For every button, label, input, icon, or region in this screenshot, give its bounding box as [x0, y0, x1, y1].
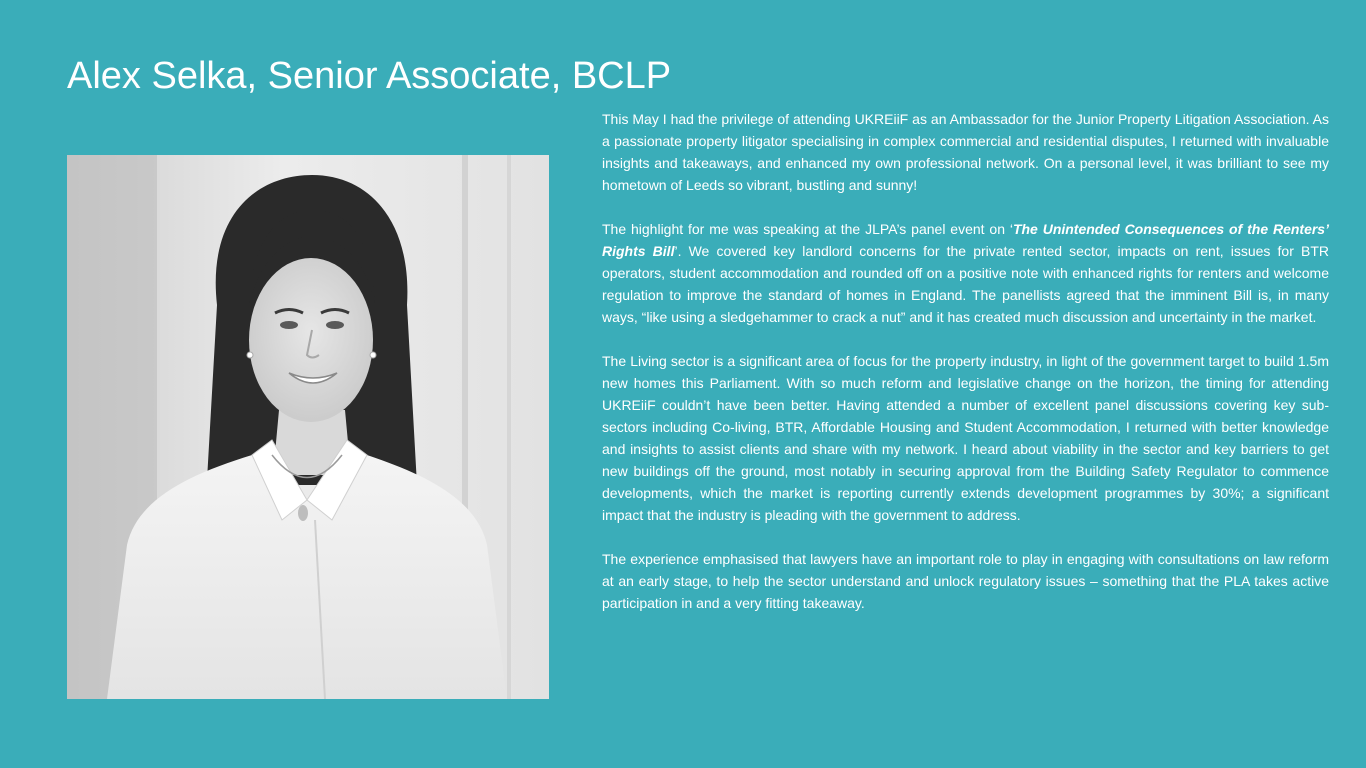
paragraph-2-lead: The highlight for me was speaking at the JLPA’s panel event on ‘ — [602, 221, 1013, 237]
page-title: Alex Selka, Senior Associate, BCLP — [67, 55, 672, 97]
article-body — [602, 108, 1329, 614]
panel-event-title: The Unintended Consequences of the Renters’ Rights Bill — [602, 221, 1329, 259]
paragraph-2 — [602, 218, 1329, 328]
paragraph-4: The experience emphasised that lawyers have an important role to play in engaging with consultations on law reform at an early stage, to help the sector understand and unlock regulatory issues – something that the PLA takes active participation in and a very fitting takeaway. — [602, 551, 1329, 611]
portrait-photo — [67, 155, 549, 699]
paragraph-1: This May I had the privilege of attending UKREiiF as an Ambassador for the Junior Property Litigation Association. As a passionate property litigator specialising in complex commercial and residential disputes, I returned with invaluable insights and takeaways, and enhanced my own professional network. On a personal level, it was brilliant to see my hometown of Leeds so vibrant, bustling and sunny! — [602, 111, 1329, 193]
paragraph-2-rest: ’. We covered key landlord concerns for the private rented sector, impacts on rent, issues for BTR operators, student accommodation and rounded off on a positive note with enhanced rights for renters and welcome regulation to improve the standard of homes in England. The panellists agreed that the imminent Bill is, in many ways, “like using a sledgehammer to crack a nut” and it has created much discussion and uncertainty in the market. — [602, 243, 1329, 325]
paragraph-3: The Living sector is a significant area of focus for the property industry, in light of the government target to build 1.5m new homes this Parliament. With so much reform and legislative change on the horizon, the timing for attending UKREiiF couldn’t have been better. Having attended a number of excellent panel discussions covering key sub-sectors including Co-living, BTR, Affordable Housing and Student Accommodation, I returned with better knowledge and insights to assist clients and share with my network. I heard about viability in the sector and key barriers to get new buildings off the ground, most notably in securing approval from the Building Safety Regulator to commence developments, which the market is reporting currently extends development programmes by 30%; a significant impact that the industry is pleading with the government to address. — [602, 353, 1329, 523]
